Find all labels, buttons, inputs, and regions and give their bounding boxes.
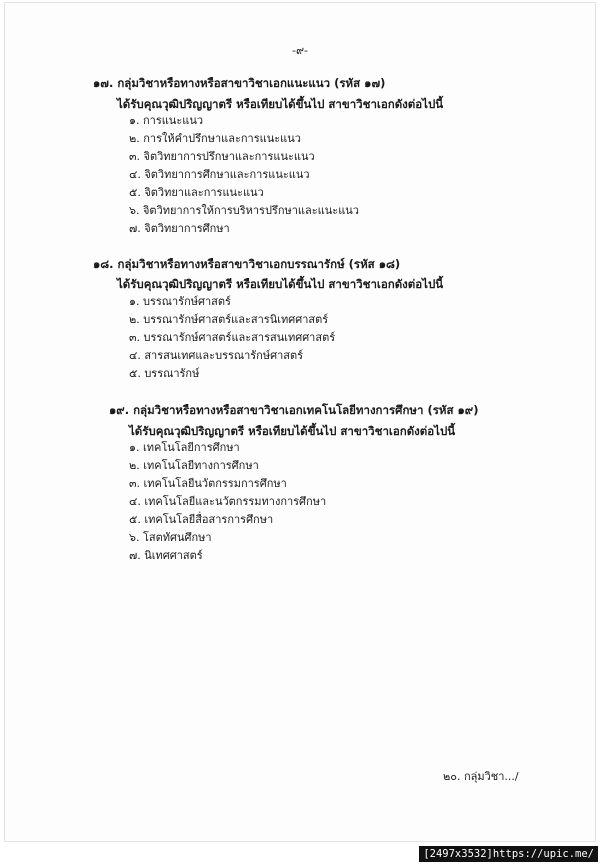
list-item: ๔. จิตวิทยาการศึกษาและการแนะแนว — [129, 168, 310, 181]
list-item: ๒. บรรณารักษ์ศาสตร์และสารนิเทศศาสตร์ — [129, 313, 329, 326]
list-item: ๖. โสตทัศนศึกษา — [129, 531, 212, 544]
list-item: ๑. การแนะแนว — [129, 114, 204, 127]
list-item: ๑. บรรณารักษ์ศาสตร์ — [129, 295, 231, 308]
section-19-heading: ๑๙. กลุ่มวิชาหรือทางหรือสาขาวิชาเอกเทคโนโลยีทางการศึกษา (รหัส ๑๙) — [109, 403, 479, 417]
section-17-heading: ๑๗. กลุ่มวิชาหรือทางหรือสาขาวิชาเอกแนะแนว (รหัส ๑๗) — [93, 76, 386, 90]
list-item: ๓. เทคโนโลยีนวัตกรรมการศึกษา — [129, 477, 287, 490]
section-17-subheading: ได้รับคุณวุฒิปริญญาตรี หรือเทียบได้ขึ้นไป สาขาวิชาเอกดังต่อไปนี้ — [117, 97, 444, 111]
list-item: ๓. บรรณารักษ์ศาสตร์และสารสนเทศศาสตร์ — [129, 331, 336, 344]
list-item: ๕. เทคโนโลยีสื่อสารการศึกษา — [129, 513, 274, 526]
section-19-list — [129, 439, 326, 565]
list-item: ๕. จิตวิทยาและการแนะแนว — [129, 186, 264, 199]
list-item: ๗. นิเทศศาสตร์ — [129, 549, 203, 562]
list-item: ๒. การให้คำปรึกษาและการแนะแนว — [129, 132, 301, 145]
watermark-link[interactable]: [2497x3532]https://upic.me/ — [419, 846, 598, 862]
section-19-subheading: ได้รับคุณวุฒิปริญญาตรี หรือเทียบได้ขึ้นไป สาขาวิชาเอกดังต่อไปนี้ — [129, 424, 456, 438]
continued-next-page: ๒๐. กลุ่มวิชา.../ — [443, 770, 519, 783]
list-item: ๗. จิตวิทยาการศึกษา — [129, 222, 230, 235]
section-18-list — [129, 293, 335, 383]
list-item: ๒. เทคโนโลยีทางการศึกษา — [129, 459, 259, 472]
page-number: -๙- — [292, 44, 308, 57]
list-item: ๓. จิตวิทยาการปรึกษาและการแนะแนว — [129, 150, 315, 163]
watermark-bar — [0, 843, 600, 865]
list-item: ๕. บรรณารักษ์ — [129, 367, 200, 380]
document-page — [4, 2, 596, 842]
list-item: ๖. จิตวิทยาการให้การบริหารปรึกษาและแนะแนว — [129, 204, 359, 217]
section-18-heading: ๑๘. กลุ่มวิชาหรือทางหรือสาขาวิชาเอกบรรณารักษ์ (รหัส ๑๘) — [93, 257, 401, 271]
section-17-list — [129, 112, 359, 238]
list-item: ๔. สารสนเทศและบรรณารักษ์ศาสตร์ — [129, 349, 304, 362]
section-18-subheading: ได้รับคุณวุฒิปริญญาตรี หรือเทียบได้ขึ้นไป สาขาวิชาเอกดังต่อไปนี้ — [117, 277, 444, 291]
list-item: ๑. เทคโนโลยีการศึกษา — [129, 441, 240, 454]
list-item: ๔. เทคโนโลยีและนวัตกรรมทางการศึกษา — [129, 495, 327, 508]
